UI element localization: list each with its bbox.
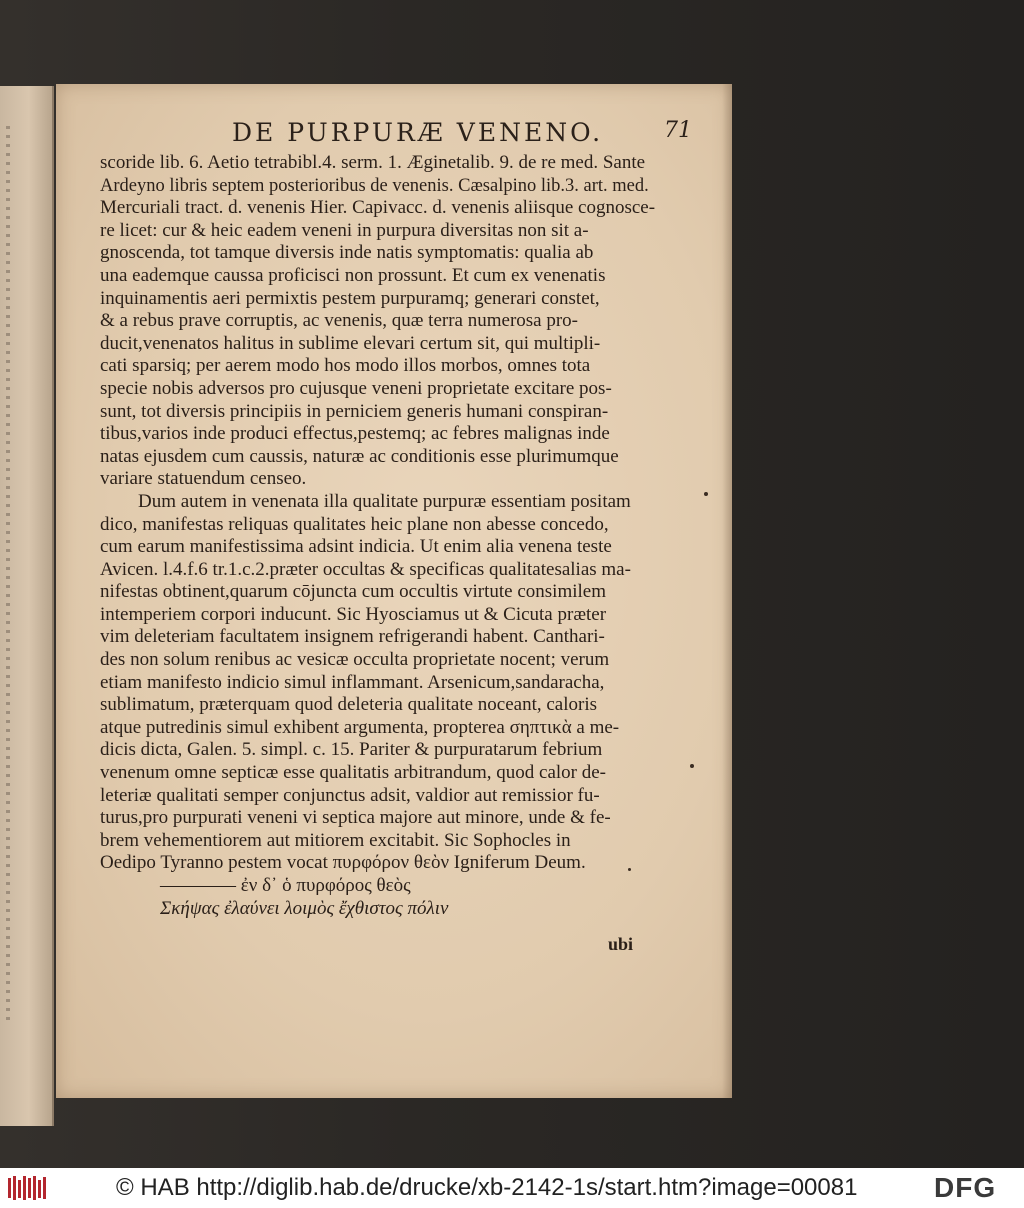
viewer-footer (0, 1168, 1024, 1208)
text-line: dicis dicta, Galen. 5. simpl. c. 15. Pariter & purpuratarum febrium (100, 739, 603, 761)
greek-quote-line: ———— ἐν δ᾽ ὁ πυρφόρος θεὸς (160, 875, 411, 896)
text-line: scoride lib. 6. Aetio tetrabibl.4. serm. 1. Æginetalib. 9. de re med. Sante (100, 152, 646, 173)
text-line: gnoscenda, tot tamque diversis inde natis symptomatis: qualia ab (100, 242, 594, 264)
text-line: intemperiem corpori inducunt. Sic Hyosciamus ut & Cicuta præter (100, 603, 607, 625)
text-line: Avicen. l.4.f.6 tr.1.c.2.præter occultas & specificas qualitatesalias ma- (100, 558, 631, 580)
text-line: cati sparsiq; per aerem modo hos modo illos morbos, omnes tota (100, 355, 591, 377)
paper-speck (704, 492, 708, 496)
paper-speck (690, 764, 694, 768)
text-line: etiam manifesto indicio simul inflammant. Arsenicum,sandaracha, (100, 671, 605, 693)
text-line: variare statuendum censeo. (100, 468, 307, 490)
text-line: des non solum renibus ac vesicæ occulta proprietate nocent; verum (100, 649, 610, 671)
running-head: DE PURPURÆ VENENO. (232, 118, 604, 147)
copyright-link[interactable]: © HAB http://diglib.hab.de/drucke/xb-2142-1s/start.htm?image=00081 (116, 1174, 858, 1201)
text-line: una eademque caussa proficisci non prossunt. Et cum ex venenatis (100, 264, 606, 286)
text-line: specie nobis adversos pro cujusque veneni proprietate excitare pos- (100, 377, 612, 399)
text-line: re licet: cur & heic eadem veneni in purpura diversitas non sit a- (100, 219, 589, 241)
text-line: leteriæ qualitati semper conjunctus adsit, valdior aut remissior fu- (100, 784, 600, 806)
text-line: venenum omne septicæ esse qualitatis arbitrandum, quod calor de- (100, 762, 606, 784)
text-line: sublimatum, præterquam quod deleteria qualitate noceant, caloris (100, 694, 598, 716)
text-line: cum earum manifestissima adsint indicia. Ut enim alia venena teste (100, 536, 612, 558)
text-line: Ardeyno libris septem posterioribus de venenis. Cæsalpino lib.3. art. med. (100, 175, 649, 196)
text-line: natas ejusdem cum caussis, naturæ ac conditionis esse plurimumque (100, 445, 619, 467)
greek-quote-line: Σκήψας ἐλαύνει λοιμὸς ἔχθιστος πόλιν (160, 897, 449, 919)
text-line: inquinamentis aeri permixtis pestem purpuramq; generari constet, (100, 287, 600, 309)
dfg-logo: DFG (934, 1172, 997, 1203)
page-number: 71 (664, 118, 692, 143)
text-line: turus,pro purpurati veneni vi septica majore aut minore, unde & fe- (100, 807, 611, 829)
paragraph-start-line: Dum autem in venenata illa qualitate purpuræ essentiam positam (138, 490, 631, 512)
text-line: & a rebus prave corruptis, ac venenis, quæ terra numerosa pro- (100, 310, 578, 332)
text-line: dico, manifestas reliquas qualitates heic plane non abesse concedo, (100, 513, 609, 535)
text-line: Mercuriali tract. d. venenis Hier. Capivacc. d. venenis aliisque cognosce- (100, 197, 656, 219)
text-line: brem vehementiorem aut mitiorem excitabit. Sic Sophocles in (100, 829, 571, 851)
paper-speck (628, 868, 631, 871)
text-line: ducit,venenatos halitus in sublime elevari certum sit, qui multipli- (100, 332, 601, 354)
text-line: vim deleteriam facultatem insignem refrigerandi habent. Canthari- (100, 626, 605, 648)
previous-page-edge (0, 86, 54, 1126)
page-body (100, 152, 660, 920)
text-line: nifestas obtinent,quarum cōjuncta cum occultis virtute consimilem (100, 581, 607, 603)
text-line: atque putredinis simul exhibent argumenta, propterea σηπτικὰ a me- (100, 716, 620, 738)
hab-logo-icon (6, 1174, 48, 1202)
text-line: tibus,varios inde produci effectus,pestemq; ac febres malignas inde (100, 423, 610, 445)
catchword: ubi (608, 934, 634, 954)
text-line: sunt, tot diversis principiis in perniciem generis humani conspiran- (100, 400, 609, 422)
page-header (172, 118, 692, 154)
text-line: Oedipo Tyranno pestem vocat πυρφόρον θεὸν Igniferum Deum. (100, 852, 586, 874)
